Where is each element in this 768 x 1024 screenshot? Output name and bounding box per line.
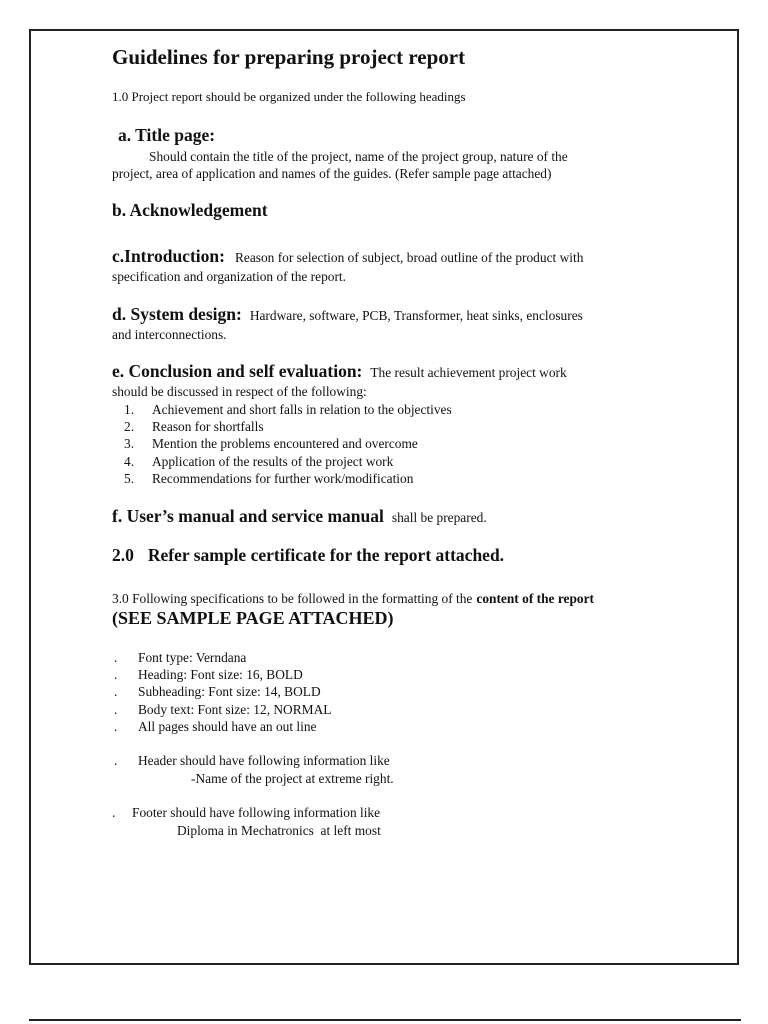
header-info bbox=[114, 752, 390, 769]
see-sample-heading: (SEE SAMPLE PAGE ATTACHED) bbox=[112, 608, 394, 628]
section-d-line1: Hardware, software, PCB, Transformer, heat sinks, enclosures bbox=[249, 308, 583, 323]
spec-item-text: Body text: Font size: 12, NORMAL bbox=[138, 702, 332, 717]
list-text: Application of the results of the project work bbox=[152, 454, 394, 469]
section-f-tail: shall be prepared. bbox=[391, 510, 487, 525]
section-e-line2: should be discussed in respect of the following: bbox=[112, 384, 367, 399]
spec-item bbox=[114, 649, 246, 666]
ref-heading bbox=[112, 545, 504, 566]
list-text: Achievement and short falls in relation to the objectives bbox=[152, 402, 452, 417]
list-number: 1. bbox=[124, 402, 135, 417]
bullet: . bbox=[114, 650, 118, 665]
section-f-heading: f. User’s manual and service manual bbox=[112, 506, 384, 526]
list-text: Recommendations for further work/modification bbox=[152, 471, 414, 486]
section-d-line2: and interconnections. bbox=[112, 327, 227, 342]
bullet: . bbox=[114, 702, 118, 717]
spec-item bbox=[114, 683, 321, 700]
footer-info-detail: Diploma in Mechatronics at left most bbox=[177, 823, 381, 838]
header-info-detail: -Name of the project at extreme right. bbox=[191, 771, 394, 786]
spec-intro-plain: 3.0 Following specifications to be followed in the formatting of the bbox=[112, 591, 473, 606]
section-d-heading: d. System design: bbox=[112, 304, 242, 324]
bullet: . bbox=[114, 684, 118, 699]
intro-line: 1.0 Project report should be organized under the following headings bbox=[112, 89, 466, 104]
list-text: Mention the problems encountered and overcome bbox=[152, 436, 418, 451]
list-number: 2. bbox=[124, 419, 135, 434]
spec-item-text: Heading: Font size: 16, BOLD bbox=[138, 667, 303, 682]
section-c-heading: c.Introduction: bbox=[112, 246, 225, 266]
section-e-row bbox=[112, 361, 567, 382]
document-title: Guidelines for preparing project report bbox=[112, 45, 466, 69]
section-e-line1: The result achievement project work bbox=[370, 365, 567, 380]
section-a-line2: project, area of application and names of the guides. (Refer sample page attached) bbox=[112, 166, 552, 181]
spec-intro bbox=[112, 590, 594, 608]
spec-item bbox=[114, 718, 317, 735]
section-c-line1: Reason for selection of subject, broad outline of the product with bbox=[234, 250, 584, 265]
bullet: . bbox=[114, 667, 118, 682]
spec-item-text: All pages should have an out line bbox=[138, 719, 317, 734]
footer-info bbox=[112, 804, 380, 821]
list-item bbox=[124, 418, 264, 435]
spec-intro-bold: content of the report bbox=[476, 591, 595, 606]
list-item bbox=[124, 401, 452, 418]
ref-text: Refer sample certificate for the report attached. bbox=[147, 545, 505, 565]
list-item bbox=[124, 453, 393, 470]
spec-item-text: Font type: Verndana bbox=[138, 650, 247, 665]
spec-item-text: Subheading: Font size: 14, BOLD bbox=[138, 684, 321, 699]
list-text: Reason for shortfalls bbox=[152, 419, 264, 434]
footer-info-label: Footer should have following information like bbox=[132, 805, 381, 820]
list-number: 5. bbox=[124, 471, 135, 486]
section-f-row bbox=[112, 506, 487, 527]
spec-item bbox=[114, 701, 331, 718]
section-d-row bbox=[112, 304, 583, 325]
section-c-line2: specification and organization of the report. bbox=[112, 269, 347, 284]
list-number: 3. bbox=[124, 436, 135, 451]
header-info-label: Header should have following information like bbox=[138, 753, 390, 768]
spec-item bbox=[114, 666, 303, 683]
bullet: . bbox=[114, 719, 118, 734]
bullet: . bbox=[112, 805, 116, 820]
next-page-border bbox=[29, 1019, 741, 1021]
section-a-line1: Should contain the title of the project, name of the project group, nature of the bbox=[149, 149, 568, 164]
section-b-heading: b. Acknowledgement bbox=[112, 200, 268, 220]
list-item bbox=[124, 470, 413, 487]
ref-number: 2.0 bbox=[112, 545, 134, 565]
section-c-row bbox=[112, 246, 583, 267]
list-number: 4. bbox=[124, 454, 135, 469]
section-a-heading: a. Title page: bbox=[118, 125, 216, 145]
bullet: . bbox=[114, 753, 118, 768]
section-e-heading: e. Conclusion and self evaluation: bbox=[112, 361, 363, 381]
list-item bbox=[124, 435, 418, 452]
